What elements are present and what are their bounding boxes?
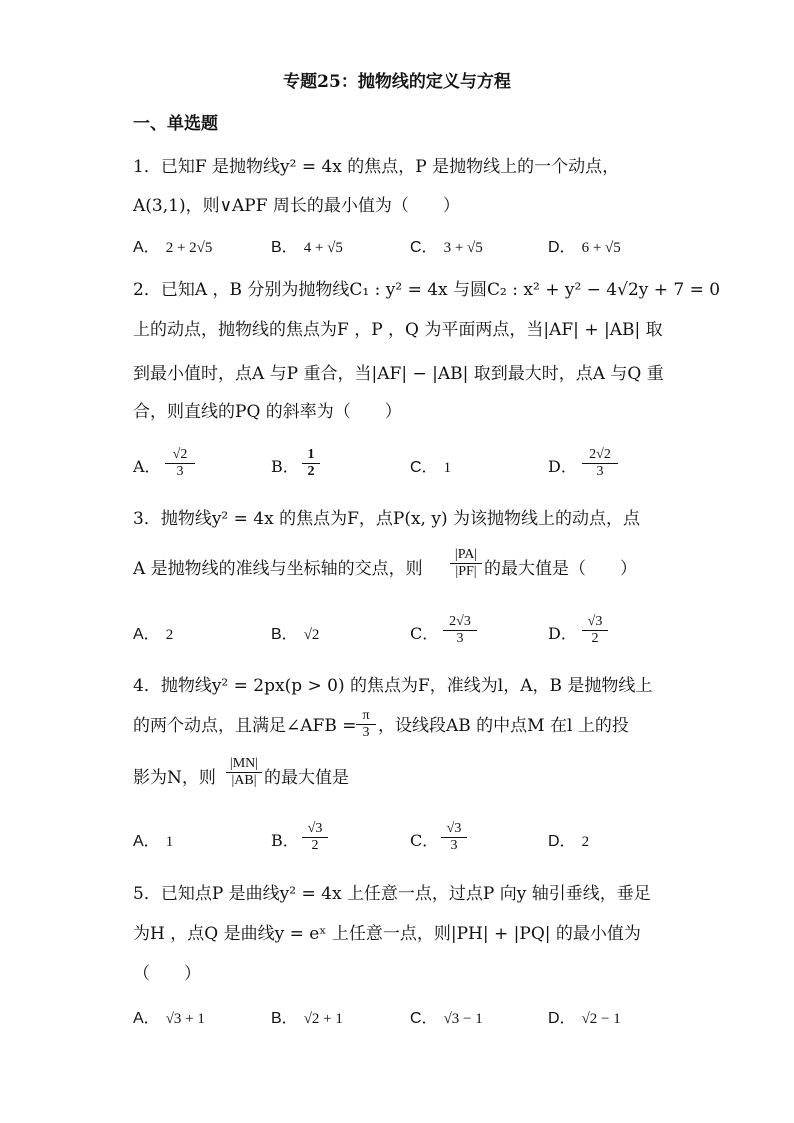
- question-3-line-2b: 的最大值是（ ）: [484, 559, 637, 579]
- question-4-line-1: 4．抛物线y² = 2px(p > 0) 的焦点为F，准线为l，A，B 是抛物线上: [133, 676, 653, 696]
- q4-angle-fraction: $\frac{\pi}{3}$: [356, 708, 376, 741]
- page-title: 专题25：抛物线的定义与方程: [283, 72, 511, 92]
- question-4-line-2a: 的两个动点，且满足∠AFB =: [133, 716, 357, 736]
- q4-option-d: D． 2: [548, 833, 590, 850]
- q1-option-b: B． 4 + √5: [271, 239, 343, 256]
- q5-option-a: A． √3 + 1: [133, 1010, 205, 1027]
- q2-option-d-fraction: $\frac{2√2}{3}$: [582, 447, 618, 480]
- q2-option-c: C． 1: [410, 459, 452, 476]
- q1-option-a: A． 2 + 2√5: [133, 239, 213, 256]
- q5-option-d: D． √2 − 1: [548, 1010, 621, 1027]
- q3-ratio-fraction: $\frac{|PA|}{|PF|}$: [450, 547, 482, 580]
- question-3-line-2a: A 是抛物线的准线与坐标轴的交点，则: [133, 559, 423, 579]
- question-3-line-1: 3．抛物线y² = 4x 的焦点为F，点P(x, y) 为该抛物线上的动点，点: [133, 509, 640, 529]
- question-5-line-2: 为H ，点Q 是曲线y = eˣ 上任意一点，则|PH| + |PQ| 的最小值为: [133, 924, 641, 944]
- q5-option-b: B． √2 + 1: [271, 1010, 343, 1027]
- q4-option-c-fraction: $\frac{√3}{3}$: [441, 821, 467, 854]
- q3-option-d-label: D．: [548, 624, 577, 643]
- question-1-line-1: 1．已知F 是抛物线y² = 4x 的焦点，P 是抛物线上的一个动点，: [133, 157, 620, 177]
- question-2-line-3: 到最小值时，点A 与P 重合，当|AF| − |AB| 取到最大时，点A 与Q 重: [133, 364, 664, 384]
- q3-option-a: A． 2: [133, 626, 174, 643]
- question-5-line-3: （ ）: [133, 964, 201, 984]
- q3-option-c-fraction: $\frac{2√3}{3}$: [443, 614, 477, 647]
- q4-option-a: A． 1: [133, 833, 174, 850]
- question-4-line-3b: 的最大值是: [264, 768, 349, 788]
- q2-option-d-label: D．: [548, 457, 577, 476]
- q5-option-c: C． √3 − 1: [410, 1010, 483, 1027]
- question-2-line-4: 合，则直线的PQ 的斜率为（ ）: [133, 402, 402, 422]
- q2-option-b-fraction: $\frac{1}{2}$: [302, 447, 320, 480]
- q3-option-b: B． √2: [271, 626, 320, 643]
- question-4-line-3a: 影为N，则: [133, 768, 216, 788]
- question-2-line-1: 2．已知A ，B 分别为抛物线C₁ : y² = 4x 与圆C₂ : x² + y² − 4√2y + 7 = 0: [133, 280, 721, 300]
- q4-option-b-label: B．: [271, 831, 299, 850]
- q4-option-c-label: C．: [410, 831, 439, 850]
- q2-option-a-label: A．: [133, 457, 161, 476]
- q4-ratio-fraction: $\frac{|MN|}{|AB|}$: [226, 756, 262, 789]
- question-1-line-2: A(3,1)，则∨APF 周长的最小值为（ ）: [133, 196, 460, 216]
- q3-option-c-label: C．: [410, 624, 439, 643]
- q4-option-b-fraction: $\frac{√3}{2}$: [302, 821, 328, 854]
- q3-option-d-fraction: $\frac{√3}{2}$: [582, 614, 608, 647]
- section-heading: 一、单选题: [133, 114, 218, 134]
- q1-option-d: D． 6 + √5: [548, 239, 621, 256]
- question-4-line-2b: ，设线段AB 的中点M 在l 上的投: [378, 716, 629, 736]
- question-5-line-1: 5．已知点P 是曲线y² = 4x 上任意一点，过点P 向y 轴引垂线，垂足: [133, 884, 651, 904]
- q1-option-c: C． 3 + √5: [410, 239, 483, 256]
- q2-option-b-label: B．: [271, 457, 299, 476]
- question-2-line-2: 上的动点，抛物线的焦点为F ，P ，Q 为平面两点，当|AF| + |AB| 取: [133, 320, 663, 340]
- q2-option-a-fraction: $\frac{√2}{3}$: [165, 447, 195, 480]
